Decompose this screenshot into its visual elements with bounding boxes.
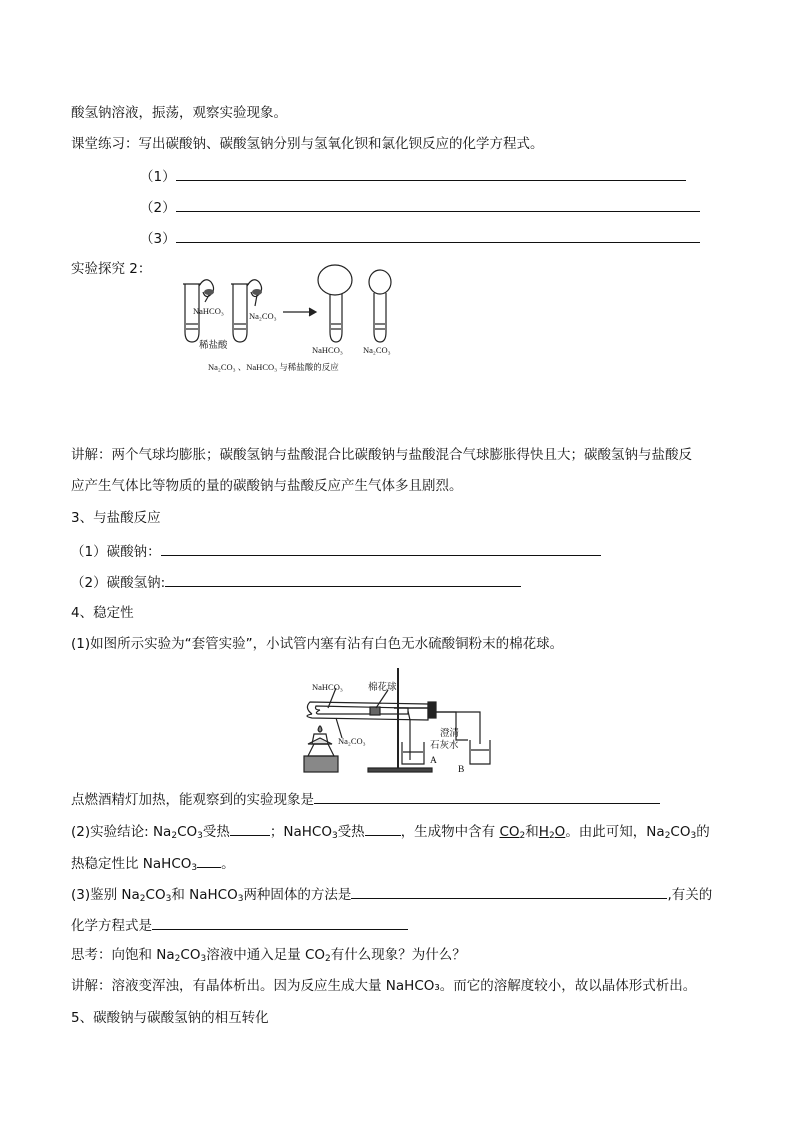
inner-tube — [316, 706, 409, 714]
figure-caption: Na₂CO₃ 、NaHCO₃ 与稀盐酸的反应 — [208, 362, 339, 372]
question-4-1: (1)如图所示实验为“套管实验”，小试管内塞有沾有白色无水硫酸铜粉末的棉花球。 — [71, 636, 564, 652]
question-label: （1）碳酸钠： — [71, 544, 161, 560]
text: 思考：向饱和 Na — [71, 947, 175, 963]
think-explanation: 讲解：溶液变浑浊，有晶体析出。因为反应生成大量 NaHCO₃。而它的溶解度较小，故以晶体形式析出。 — [71, 978, 697, 994]
section-heading-5: 5、碳酸钠与碳酸氢钠的相互转化 — [71, 1010, 269, 1026]
blank-label: （3） — [140, 231, 176, 247]
test-tube-4 — [374, 293, 386, 342]
text: ,有关的 — [667, 887, 713, 903]
answer-line[interactable] — [176, 197, 700, 212]
test-tube-3 — [330, 294, 342, 342]
text: 热稳定性比 NaHCO — [71, 856, 192, 872]
text: 。 — [221, 856, 235, 872]
text: 受热 — [202, 824, 230, 840]
lamp-block — [304, 756, 338, 772]
text: 和 NaHCO — [171, 887, 238, 903]
explanation-line-1: 讲解：两个气球均膨胀；碳酸氢钠与盐酸混合比碳酸钠与盐酸混合气球膨胀得快且大；碳酸氢钠与盐酸反 — [71, 447, 692, 463]
alcohol-lamp — [308, 744, 334, 756]
answer-line[interactable] — [314, 789, 660, 804]
balloon-inflated-small — [369, 270, 391, 294]
explanation-line-2: 应产生气体比等物质的量的碳酸钠与盐酸反应产生气体多且剧烈。 — [71, 478, 463, 494]
text: ，生成物中含有 — [400, 824, 500, 840]
text: 两种固体的方法是 — [243, 887, 352, 903]
nested-tube-apparatus-figure — [298, 660, 504, 780]
label-limewater-1: 澄清 — [440, 729, 460, 739]
label-na2co3: Na₂CO₃ — [338, 736, 366, 746]
label-na2co3: Na₂CO₃ — [249, 311, 277, 321]
text: 溶液中通入足量 CO — [206, 947, 326, 963]
cotton-ball — [370, 707, 380, 715]
question-label: 点燃酒精灯加热，能观察到的实验现象是 — [71, 792, 314, 808]
answer-line[interactable] — [365, 821, 401, 836]
answer-blank-1[interactable] — [140, 166, 686, 186]
text: 。由此可知，Na — [565, 824, 665, 840]
text: 有什么现象？为什么？ — [330, 947, 466, 963]
answer-line[interactable] — [165, 572, 521, 587]
blank-label: （2） — [140, 200, 176, 216]
answer-line[interactable] — [176, 166, 686, 181]
flame-icon — [318, 726, 322, 732]
label-na2co3-after: Na₂CO₃ — [363, 345, 391, 355]
label-nahco3-after: NaHCO₃ — [312, 345, 343, 355]
text: ；NaHCO — [269, 824, 332, 840]
text: CO — [499, 824, 520, 840]
label-acid: 稀盐酸 — [199, 341, 228, 351]
answer-line[interactable] — [161, 541, 601, 556]
label-nahco3: NaHCO₃ — [312, 682, 343, 692]
question-label: （2）碳酸氢钠: — [71, 575, 166, 591]
delivery-tube-2 — [408, 711, 410, 760]
text: (3)鉴别 Na — [71, 887, 140, 903]
answer-blank-3[interactable] — [140, 228, 700, 248]
answer-line[interactable] — [197, 853, 221, 868]
answer-line[interactable] — [152, 915, 408, 930]
answer-line[interactable] — [351, 884, 667, 899]
section-heading-4: 4、稳定性 — [71, 605, 134, 621]
test-tube-2 — [233, 284, 247, 342]
section-heading-3: 3、与盐酸反应 — [71, 510, 161, 526]
label-b: B — [458, 765, 465, 775]
delivery-tube-3 — [436, 712, 480, 744]
question-3-2[interactable] — [71, 572, 521, 592]
question-3-1[interactable] — [71, 541, 601, 561]
experiment-heading: 实验探究 2： — [71, 261, 152, 277]
answer-line[interactable] — [230, 821, 270, 836]
blank-label: （1） — [140, 169, 176, 185]
text: 和 — [525, 824, 539, 840]
label-cotton-ball: 棉花球 — [368, 683, 397, 693]
question-4-3b[interactable] — [71, 915, 408, 935]
balloon-experiment-figure — [175, 262, 410, 374]
text: (2)实验结论: Na — [71, 824, 172, 840]
think-question: 思考：向饱和 $Na_2CO_3$溶液中通入足量 $CO_2$有什么现象？为什么？ — [71, 947, 466, 964]
answer-blank-2[interactable] — [140, 197, 700, 217]
text: 的 — [696, 824, 710, 840]
balloon-inflated-large — [318, 265, 352, 295]
text: O — [554, 824, 566, 840]
exercise-prompt: 课堂练习：写出碳酸钠、碳酸氢钠分别与氢氧化钡和氯化钡反应的化学方程式。 — [71, 136, 544, 152]
text: 化学方程式是 — [71, 918, 152, 934]
label-limewater-2: 石灰水 — [430, 741, 459, 751]
text: 受热 — [337, 824, 365, 840]
label-nahco3: NaHCO₃ — [193, 306, 224, 316]
question-4-2[interactable]: (2)实验结论: $Na_2CO_3$受热 ；NaHCO$_3$受热 ，生成物中含有 $CO_2$和$H_2O$。由此可知，$Na_2CO_3$的 — [71, 821, 710, 841]
question-4-heat[interactable] — [71, 789, 660, 809]
paragraph-line: 酸氢钠溶液，振荡，观察实验现象。 — [71, 105, 287, 121]
text: H — [538, 824, 549, 840]
answer-line[interactable] — [176, 228, 700, 243]
beaker-a — [402, 742, 424, 764]
question-4-2b[interactable]: 热稳定性比 NaHCO$_3$ 。 — [71, 853, 235, 873]
label-a: A — [430, 756, 437, 766]
stand-base — [368, 768, 432, 772]
question-4-3[interactable]: (3)鉴别 $Na_2CO_3$和 NaHCO$_3$两种固体的方法是 ,有关的 — [71, 884, 712, 904]
